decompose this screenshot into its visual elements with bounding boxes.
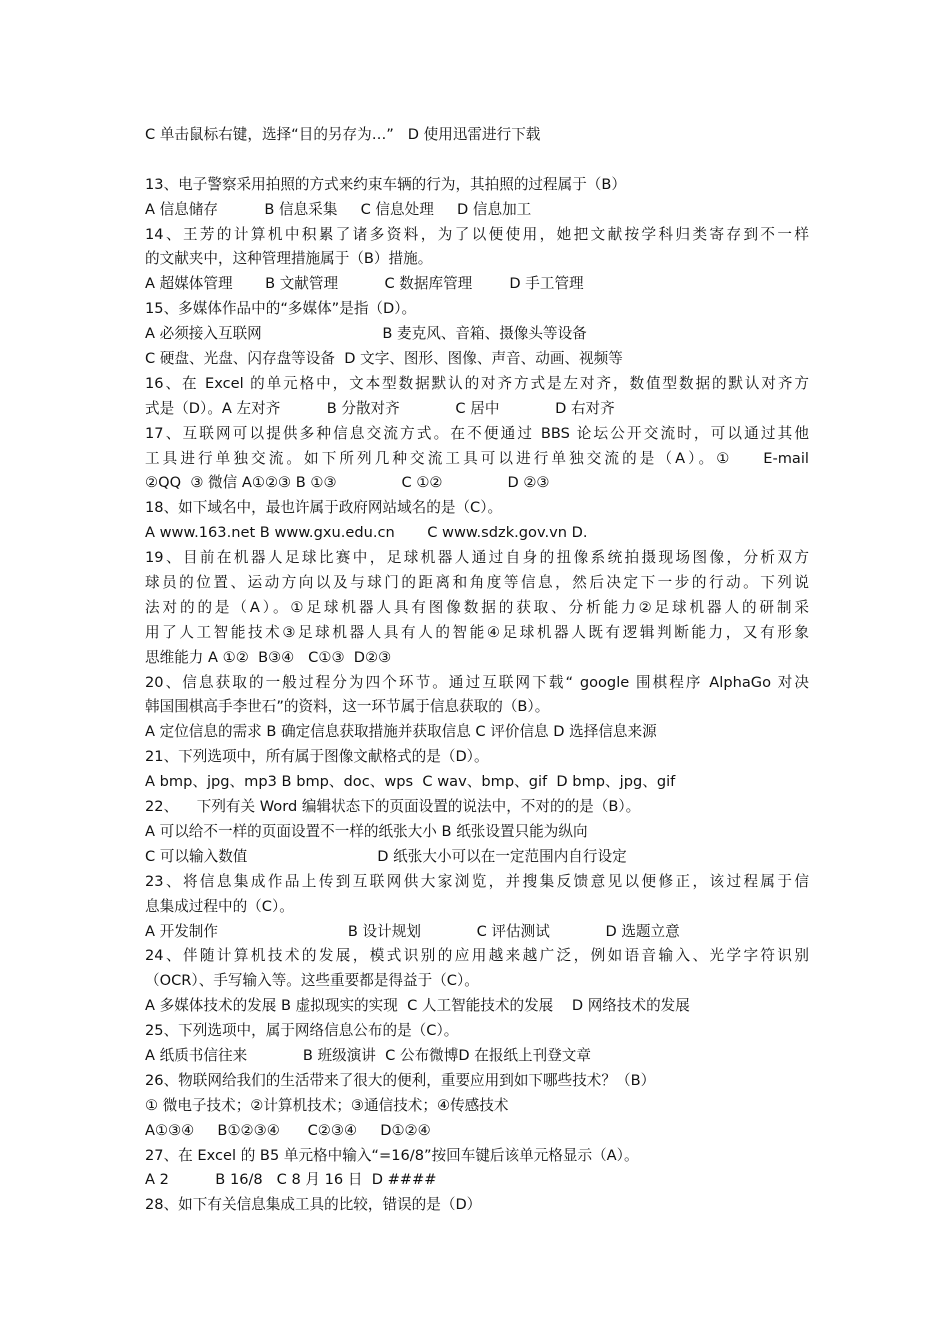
text-line: 14、王芳的计算机中积累了诸多资料，为了以便使用，她把文献按学科归类寄存到不一样 [145,225,809,243]
text-line: 法对的的是（A）。①足球机器人具有图像数据的获取、分析能力②足球机器人的研制采 [145,598,809,616]
text-line: 式是（D）。A 左对齐 B 分散对齐 C 居中 D 右对齐 [145,399,615,417]
blank-line [145,148,809,173]
text-line: 的文献夹中，这种管理措施属于（B）措施。 [145,250,433,268]
text-line: A 可以给不一样的页面设置不一样的纸张大小 B 纸张设置只能为纵向 [145,822,588,840]
text-line: A www.163.net B www.gxu.edu.cn C www.sdzk.gov.vn D. [145,524,588,542]
text-line: A 多媒体技术的发展 B 虚拟现实的实现 C 人工智能技术的发展 D 网络技术的发展 [145,997,690,1015]
text-line: 13、电子警察采用拍照的方式来约束车辆的行为，其拍照的过程属于（B） [145,175,626,193]
text-line: C 可以输入数值 D 纸张大小可以在一定范围内自行设定 [145,847,627,865]
text-line: ②QQ ③ 微信 A①②③ B ①③ C ①② D ②③ [145,474,550,492]
text-line: 18、如下域名中，最也许属于政府网站域名的是（C）。 [145,499,503,517]
text-line: A 开发制作 B 设计规划 C 评估测试 D 选题立意 [145,922,680,940]
text-line: 23、将信息集成作品上传到互联网供大家浏览，并搜集反馈意见以便修正，该过程属于信 [145,872,809,890]
text-line: 21、下列选项中，所有属于图像文献格式的是（D）。 [145,748,489,766]
text-line: （OCR）、手写输入等。这些重要都是得益于（C）。 [145,972,479,990]
text-line: 19、目前在机器人足球比赛中，足球机器人通过自身的扭像系统拍摄现场图像，分析双方 [145,549,809,567]
text-line: A 超媒体管理 B 文献管理 C 数据库管理 D 手工管理 [145,275,584,293]
text-line: 韩国围棋高手李世石”的资料，这一环节属于信息获取的（B）。 [145,698,550,716]
text-line: 17、互联网可以提供多种信息交流方式。在不便通过 BBS 论坛公开交流时，可以通过其他 [145,424,809,442]
text-line: C 硬盘、光盘、闪存盘等设备 D 文字、图形、图像、声音、动画、视频等 [145,350,623,368]
text-line: A bmp、jpg、mp3 B bmp、doc、wps C wav、bmp、gif D bmp、jpg、gif [145,773,676,791]
text-line: 息集成过程中的（C）。 [145,897,294,915]
document-body [145,123,809,1218]
text-line: A 2 B 16/8 C 8 月 16 日 D #### [145,1171,437,1189]
text-line: A 定位信息的需求 B 确定信息获取措施并获取信息 C 评价信息 D 选择信息来源 [145,723,657,741]
text-line: 26、物联网给我们的生活带来了很大的便利，重要应用到如下哪些技术？（B） [145,1071,656,1089]
text-line: 15、多媒体作品中的“多媒体”是指（D）。 [145,300,417,318]
text-line: A①③④ B①②③④ C②③④ D①②④ [145,1121,431,1139]
text-line: 22、 下列有关 Word 编辑状态下的页面设置的说法中，不对的的是（B）。 [145,798,641,816]
text-line: 28、如下有关信息集成工具的比较，错误的是（D） [145,1196,482,1214]
text-line: 20、信息获取的一般过程分为四个环节。通过互联网下载“ google 围棋程序 AlphaGo 对决 [145,673,809,691]
text-line: 工具进行单独交流。如下所列几种交流工具可以进行单独交流的是（A）。① E-mail [145,449,809,467]
text-line: A 必须接入互联网 B 麦克风、音箱、摄像头等设备 [145,325,587,343]
text-line: C 单击鼠标右键，选择“目的另存为…” D 使用迅雷进行下载 [145,126,541,143]
text-line: 24、伴随计算机技术的发展，模式识别的应用越来越广泛，例如语音输入、光学字符识别 [145,947,809,965]
text-line: ① 微电子技术；②计算机技术；③通信技术；④传感技术 [145,1096,509,1114]
text-line: 25、下列选项中，属于网络信息公布的是（C）。 [145,1022,459,1040]
text-line: A 信息储存 B 信息采集 C 信息处理 D 信息加工 [145,200,532,218]
text-line: 16、在 Excel 的单元格中，文本型数据默认的对齐方式是左对齐，数值型数据的默认对齐方 [145,374,809,392]
text-line: 球员的位置、运动方向以及与球门的距离和角度等信息，然后决定下一步的行动。下列说 [145,574,809,592]
text-line: 思维能力 A ①② B③④ C①③ D②③ [145,648,392,666]
text-line: 用了人工智能技术③足球机器人具有人的智能④足球机器人既有逻辑判断能力，又有形象 [145,623,809,641]
text-line: 27、在 Excel 的 B5 单元格中输入“=16/8”按回车键后该单元格显示（A）。 [145,1146,639,1164]
text-line: A 纸质书信往来 B 班级演讲 C 公布微博D 在报纸上刊登文章 [145,1046,591,1064]
